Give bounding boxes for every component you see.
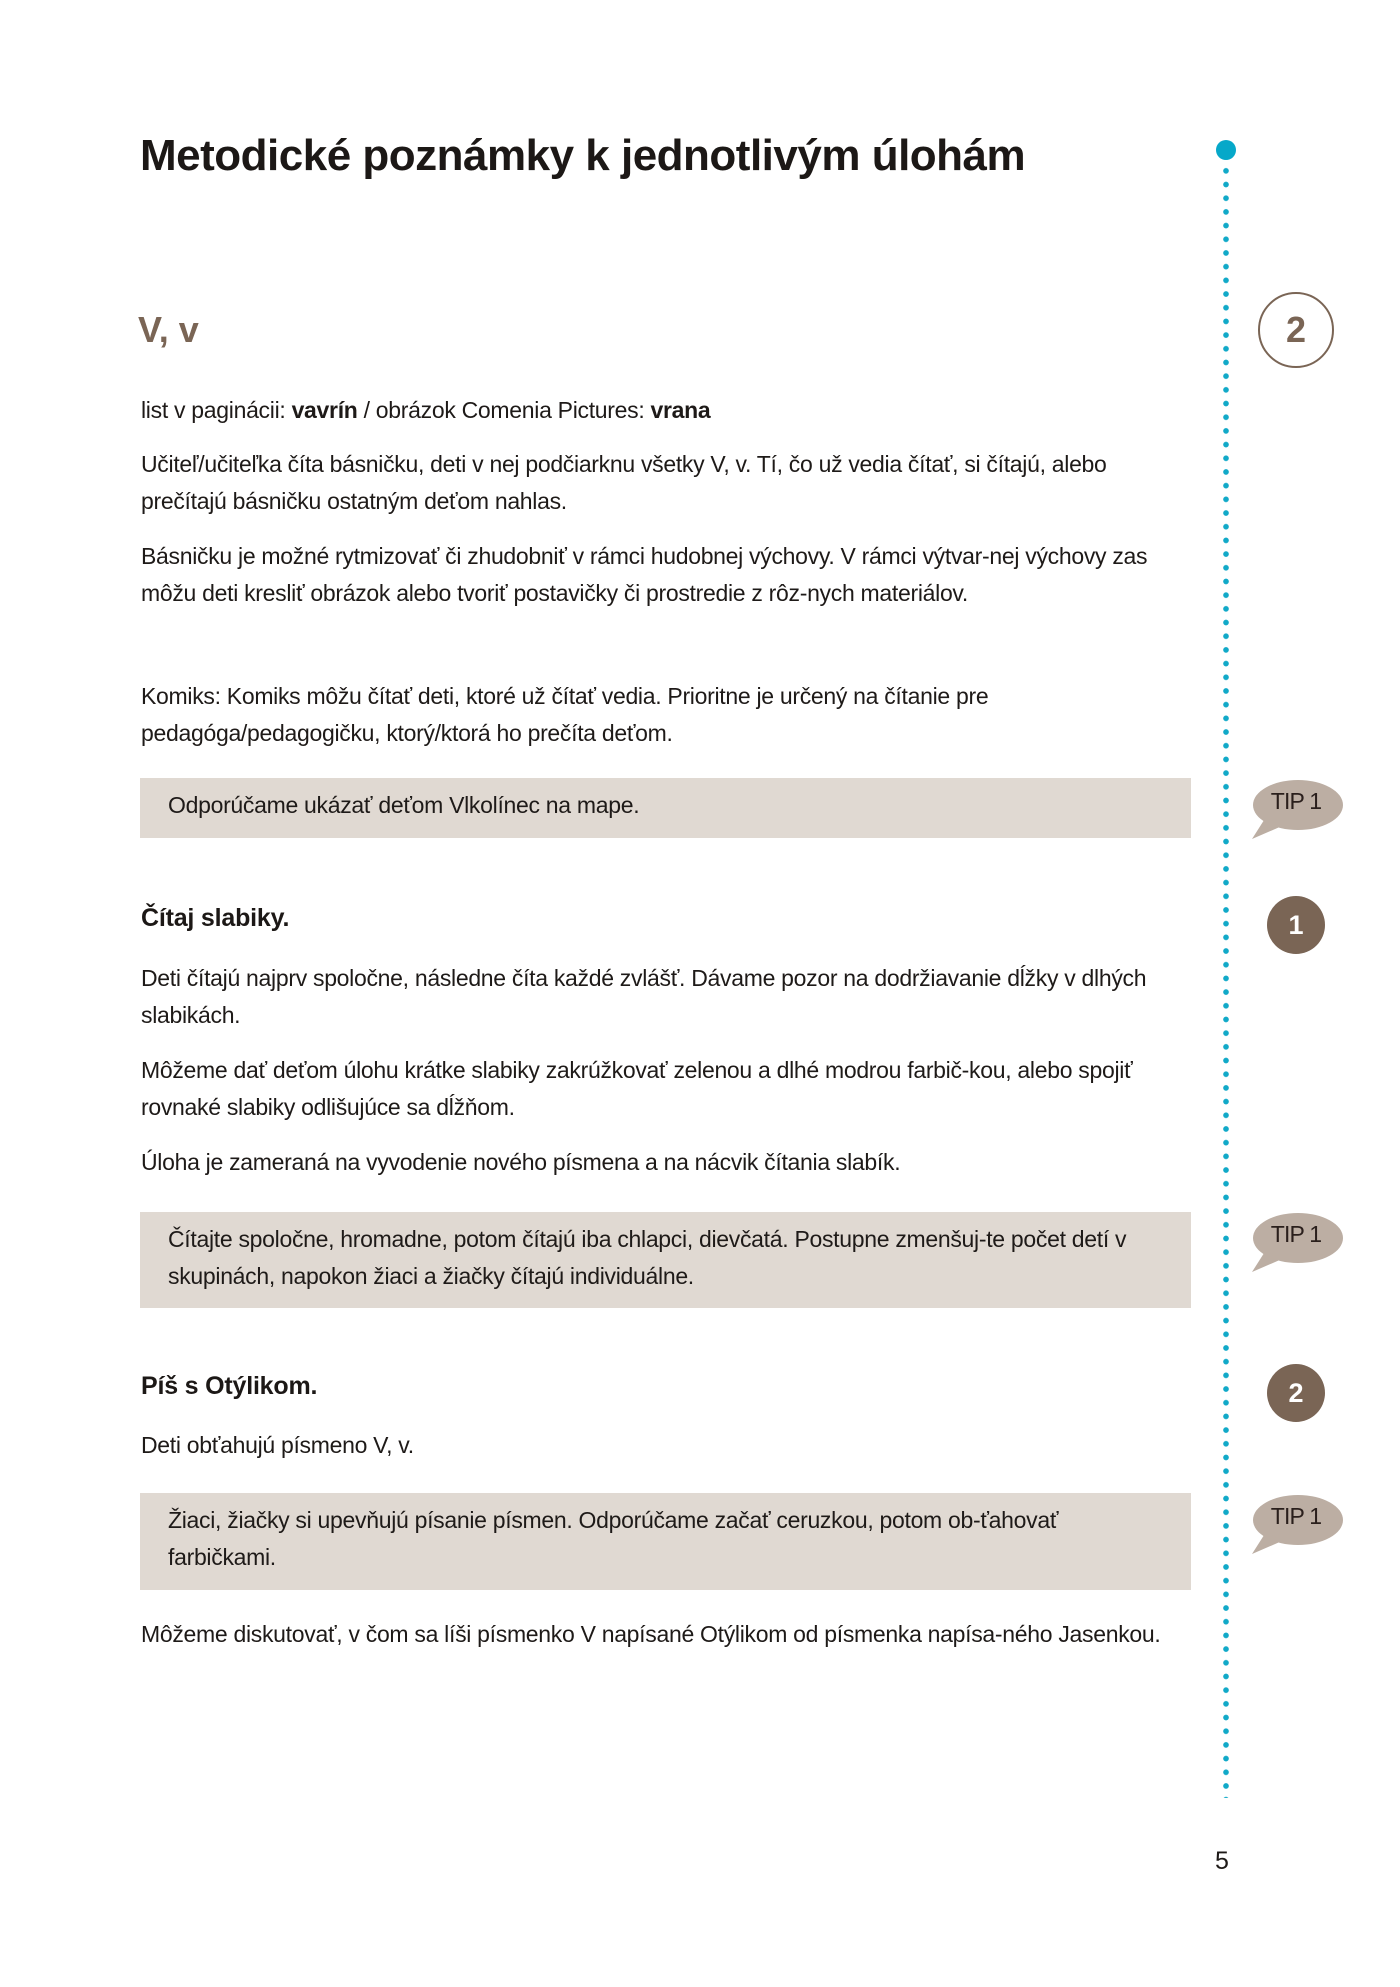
tip-bubble-icon [1248,1212,1344,1274]
tip-bubble-icon [1248,779,1344,841]
paragraph: Môžeme dať deťom úlohu krátke slabiky zakrúžkovať zelenou a dlhé modrou farbič-kou, alebo spojiť rovnaké slabiky odlišujúce sa dĺžňom. [141,1057,1133,1120]
page-number: 5 [1215,1847,1229,1875]
paragraph: Úloha je zameraná na vyvodenie nového písmena a na nácvik čítania slabík. [141,1149,901,1175]
tip-box: Žiaci, žiačky si upevňujú písanie písmen. Odporúčame začať ceruzkou, potom ob-ťahovať farbičkami. [140,1493,1191,1590]
tip-box: Čítajte spoločne, hromadne, potom čítajú iba chlapci, dievčatá. Postupne zmenšuj-te počet detí v skupinách, napokon žiaci a žiačky čítajú individuálne. [140,1212,1191,1308]
task-heading: Píš s Otýlikom. [141,1372,318,1400]
tip-label: TIP 1 [1270,1503,1322,1529]
task-heading: Čítaj slabiky. [141,904,290,932]
tip-label: TIP 1 [1270,788,1322,814]
meta-word-2: vrana [650,397,711,423]
paragraph: Deti čítajú najprv spoločne, následne číta každé zvlášť. Dávame pozor na dodržiavanie dĺžky v dlhých slabikách. [141,965,1147,1028]
tip-label: TIP 1 [1270,1221,1322,1247]
section-meta [141,392,1196,429]
dotted-rail-line [1223,164,1229,1798]
paragraph: Učiteľ/učiteľka číta básničku, deti v nej podčiarknu všetky V, v. Tí, čo už vedia čítať, si čítajú, alebo prečítajú básničku ostatným deťom nahlas. [141,451,1107,514]
meta-prefix: list v paginácii: [141,397,292,423]
tip-bubble-icon [1248,1494,1344,1556]
section-number-badge: 2 [1258,292,1334,368]
paragraph: Básničku je možné rytmizovať či zhudobniť v rámci hudobnej výchovy. V rámci výtvar-nej výchovy zas môžu deti kresliť obrázok alebo tvoriť postavičky či prostredie z rôz-nych materiálov. [141,543,1148,606]
task-number-badge: 2 [1267,1364,1325,1422]
paragraph: Deti obťahujú písmeno V, v. [141,1432,414,1458]
letter-heading: V, v [138,309,199,350]
meta-word-1: vavrín [291,397,358,423]
meta-middle: / obrázok Comenia Pictures: [357,397,651,423]
page-title: Metodické poznámky k jednotlivým úlohám [140,131,1026,180]
paragraph: Môžeme diskutovať, v čom sa líši písmenko V napísané Otýlikom od písmenka napísa-ného Jasenkou. [141,1621,1161,1647]
rail-start-dot [1216,140,1236,160]
paragraph: Komiks: Komiks môžu čítať deti, ktoré už čítať vedia. Prioritne je určený na čítanie pre pedagóga/pedagogičku, ktorý/ktorá ho prečíta deťom. [141,683,989,746]
task-number-badge: 1 [1267,896,1325,954]
tip-box: Odporúčame ukázať deťom Vlkolínec na mape. [140,778,1191,838]
